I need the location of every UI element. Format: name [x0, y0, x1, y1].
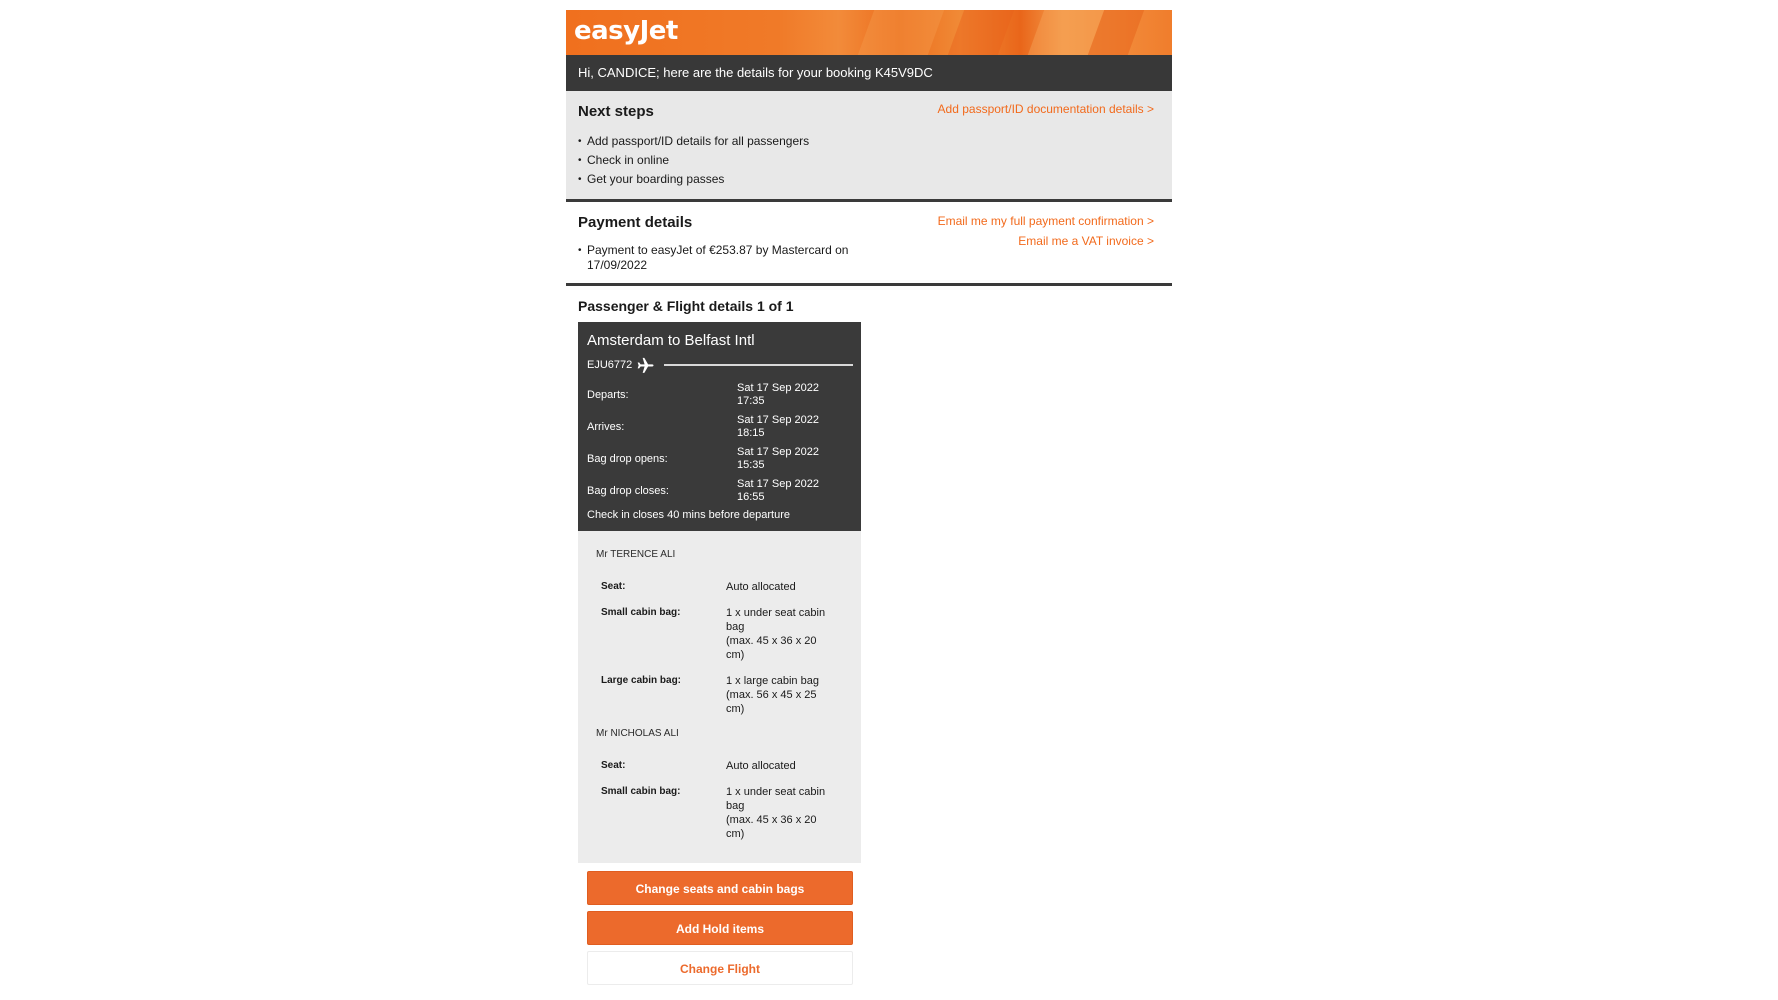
- seat-row: [578, 759, 861, 773]
- seat-label: Seat:: [601, 760, 626, 771]
- large-cabin-bag-row: [578, 674, 861, 716]
- time-time: 18:15: [737, 427, 765, 439]
- payment-section: [566, 202, 1172, 286]
- next-steps-section: [566, 91, 1172, 202]
- bag-dimensions: (max. 45 x 36 x 20 cm): [726, 814, 817, 840]
- add-passport-link[interactable]: Add passport/ID documentation details >: [937, 102, 1154, 116]
- list-item: • Add passport/ID details for all passengers: [578, 132, 1158, 151]
- bag-dimensions: (max. 45 x 36 x 20 cm): [726, 635, 817, 661]
- add-hold-items-button[interactable]: Add Hold items: [587, 911, 853, 945]
- seat-label: Seat:: [601, 581, 626, 592]
- time-value: [737, 478, 819, 504]
- bag-drop-closes-row: [578, 477, 861, 505]
- header-decoration: [858, 10, 944, 55]
- bag-description: 1 x under seat cabin bag: [726, 607, 826, 633]
- booking-email: [566, 10, 1172, 985]
- time-value: [737, 446, 819, 472]
- time-label: Bag drop closes:: [587, 485, 669, 497]
- list-item: • Check in online: [578, 151, 1158, 170]
- large-cabin-bag-value: [726, 674, 836, 716]
- airplane-icon: [636, 355, 656, 375]
- list-item: • Get your boarding passes: [578, 170, 1158, 189]
- time-date: Sat 17 Sep 2022: [737, 382, 819, 394]
- passenger-block: [578, 728, 861, 841]
- next-steps-list: [578, 132, 1158, 189]
- passenger-name: Mr NICHOLAS ALI: [596, 728, 679, 739]
- bag-drop-opens-row: [578, 445, 861, 473]
- bag-description: 1 x under seat cabin bag: [726, 786, 826, 812]
- time-label: Bag drop opens:: [587, 453, 668, 465]
- spacer: [566, 863, 1172, 871]
- flight-path-line: [664, 364, 853, 366]
- passenger-block: [578, 549, 861, 716]
- seat-row: [578, 580, 861, 594]
- time-value: [737, 382, 819, 408]
- small-cabin-bag-row: [578, 606, 861, 662]
- header-decoration: [948, 10, 1014, 55]
- checkin-note: Check in closes 40 mins before departure: [587, 509, 790, 521]
- time-value: [737, 414, 819, 440]
- flight-card: [578, 322, 861, 531]
- departs-row: [578, 381, 861, 409]
- seat-value: Auto allocated: [726, 760, 796, 772]
- payment-title: Payment details: [578, 214, 693, 231]
- time-date: Sat 17 Sep 2022: [737, 478, 819, 490]
- change-seats-button[interactable]: Change seats and cabin bags: [587, 871, 853, 905]
- time-time: 16:55: [737, 491, 765, 503]
- time-time: 17:35: [737, 395, 765, 407]
- payment-item: • Payment to easyJet of €253.87 by Mastercard on 17/09/2022: [578, 243, 872, 273]
- small-cabin-bag-label: Small cabin bag:: [601, 786, 681, 797]
- passenger-flight-title: Passenger & Flight details 1 of 1: [578, 298, 794, 314]
- next-steps-title: Next steps: [578, 103, 654, 120]
- time-time: 15:35: [737, 459, 765, 471]
- email-vat-invoice-link[interactable]: Email me a VAT invoice >: [1018, 234, 1154, 248]
- flight-route: Amsterdam to Belfast Intl: [587, 332, 755, 349]
- small-cabin-bag-row: [578, 785, 861, 841]
- change-flight-button[interactable]: Change Flight: [587, 951, 853, 985]
- time-label: Departs:: [587, 389, 629, 401]
- bag-dimensions: (max. 56 x 45 x 25 cm): [726, 689, 817, 715]
- easyjet-logo: easyJet: [574, 16, 678, 46]
- small-cabin-bag-value: [726, 606, 836, 662]
- time-label: Arrives:: [587, 421, 625, 433]
- flight-number-row: [578, 355, 861, 375]
- small-cabin-bag-label: Small cabin bag:: [601, 607, 681, 618]
- arrives-row: [578, 413, 861, 441]
- seat-value: Auto allocated: [726, 581, 796, 593]
- email-payment-confirmation-link[interactable]: Email me my full payment confirmation >: [937, 214, 1154, 228]
- bag-description: 1 x large cabin bag: [726, 675, 819, 687]
- small-cabin-bag-value: [726, 785, 836, 841]
- passengers-panel: [578, 531, 861, 863]
- passenger-name: Mr TERENCE ALI: [596, 549, 676, 560]
- greeting-banner: Hi, CANDICE; here are the details for your booking K45V9DC: [566, 55, 1172, 91]
- time-date: Sat 17 Sep 2022: [737, 446, 819, 458]
- flight-number: EJU6772: [587, 359, 633, 371]
- large-cabin-bag-label: Large cabin bag:: [601, 675, 682, 686]
- time-date: Sat 17 Sep 2022: [737, 414, 819, 426]
- brand-header: [566, 10, 1172, 55]
